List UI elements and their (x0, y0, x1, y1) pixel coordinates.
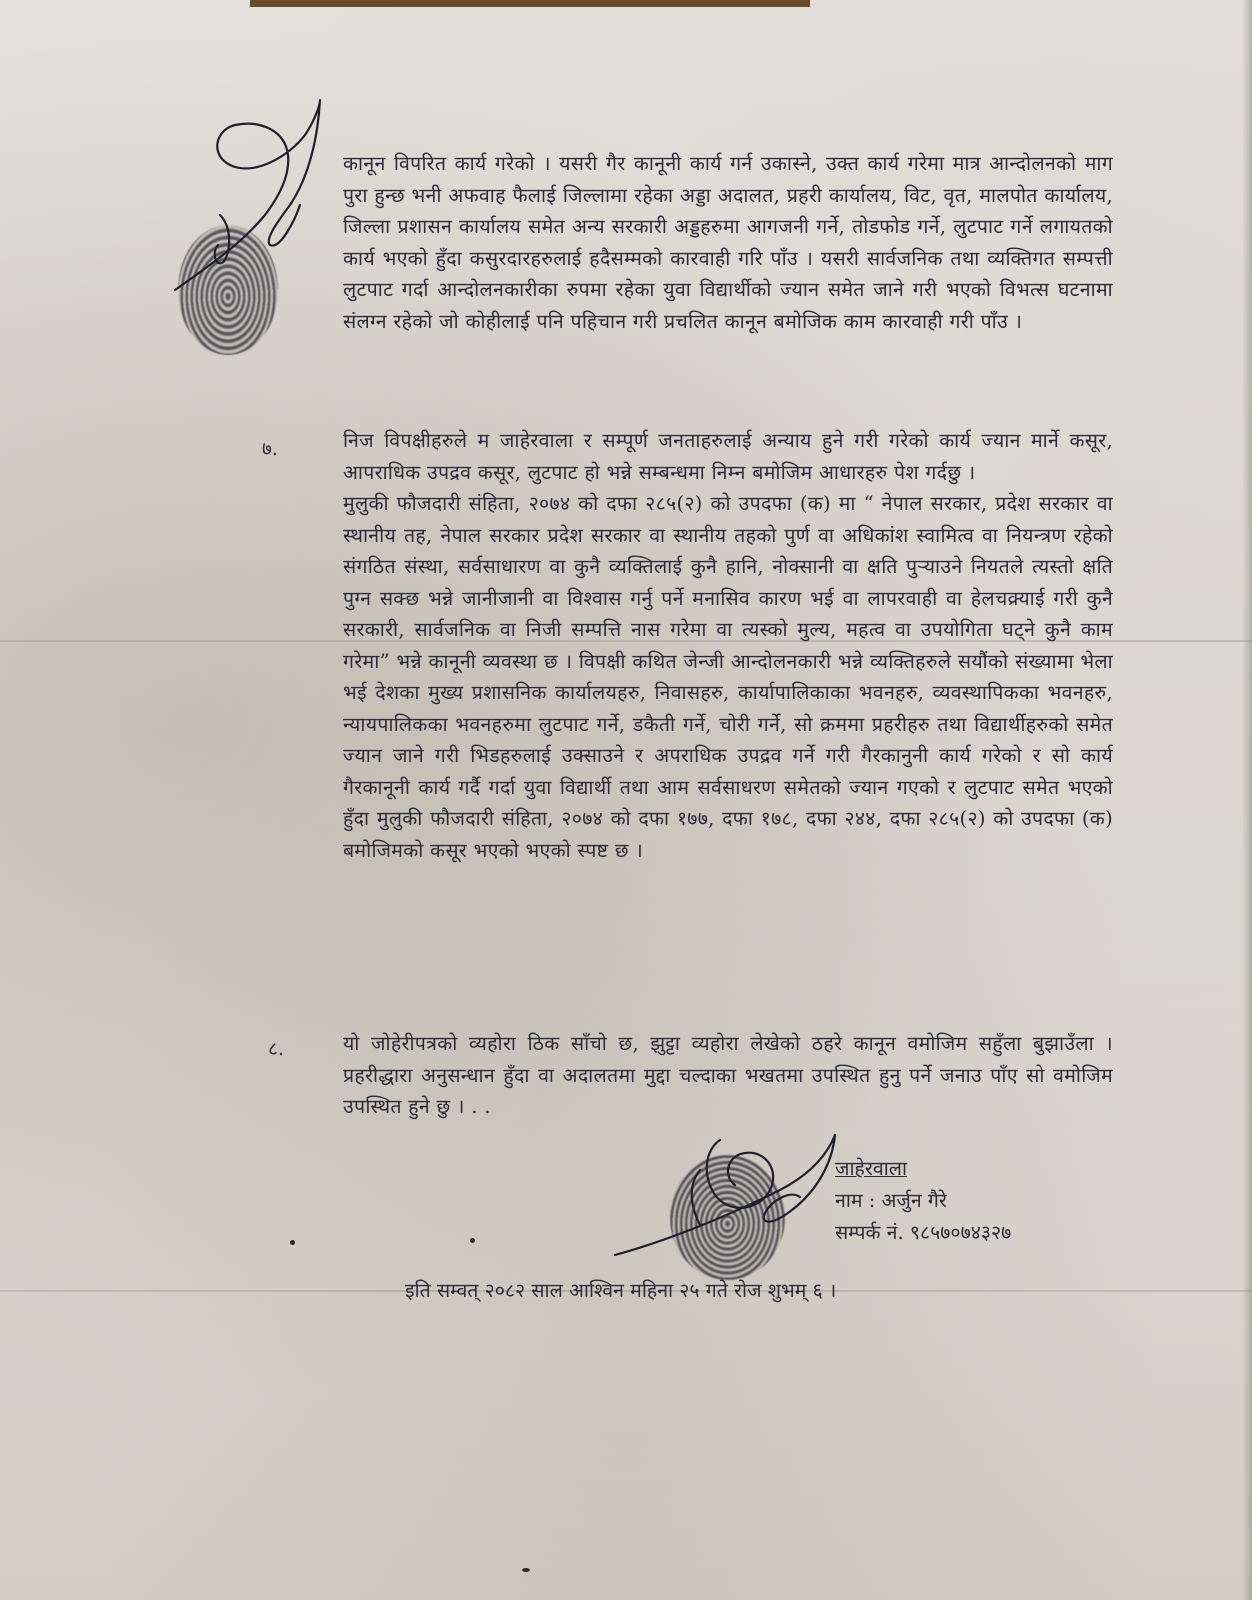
signature-top (170, 95, 340, 305)
paragraph-7-body: मुलुकी फौजदारी संहिता, २०७४ को दफा २८५(२) को उपदफा (क) मा “ नेपाल सरकार, प्रदेश सरकार वा स्थानीय तह, नेपाल सरकार प्रदेश सरकार वा स्थानीय तहको पुर्ण वा अधिकांश स्वामित्व वा नियन्त्रण रहेको संगठित संस्था, सर्वसाधारण वा कुनै व्यक्तिलाई कुनै हानि, नोक्सानी वा क्षति पुर्‍याउने नियतले त्यस्तो क्षति पुग्न सक्छ भन्ने जानीजानी वा विश्वास गर्नु पर्ने मनासिव कारण भई वा लापरवाही वा हेलचक्र्याई गरी कुनै सरकारी, सार्वजनिक वा निजी सम्पत्ति नास गरेमा वा त्यस्को मुल्य, महत्व वा उपयोगिता घट्ने कुनै काम गरेमा” भन्ने कानूनी व्यवस्था छ । विपक्षी कथित जेन्जी आन्दोलनकारी भन्ने व्यक्तिहरुले सयौंको संख्यामा भेला भई देशका मुख्य प्रशासनिक कार्यालयहरु, निवासहरु, कार्यापालिकाका भवनहरु, व्यवस्थापिकका भवनहरु, न्यायपालिकका भवनहरुमा लुटपाट गर्ने, डकैती गर्ने, चोरी गर्ने, सो क्रममा प्रहरीहरु तथा विद्यार्थीहरुको समेत ज्यान जाने गरी भिडहरुलाई उक्साउने र अपराधिक उपद्रव गर्ने गरी गैरकानुनी कार्य गरेको र सो कार्य गैरकानूनी कार्य गर्दै गर्दा युवा विद्यार्थी तथा आम सर्वसाधरण समेतको ज्यान गएको र लुटपाट समेत भएको हुँदा मुलुकी फौजदारी संहिता, २०७४ को दफा १७७, दफा १७८, दफा २४४, दफा २८५(२) को उपदफा (क) बमोजिमको कसूर भएको भएको स्पष्ट छ । (343, 492, 1113, 862)
paragraph-6-continued (343, 148, 1113, 337)
ink-speck (522, 1568, 530, 1572)
complainant-title: जाहेरवाला (835, 1157, 908, 1180)
paragraph-7 (343, 425, 1113, 866)
top-edge-strip (250, 0, 810, 7)
date-line: इति सम्वत् २०८२ साल आश्विन महिना २५ गते रोज शुभम् ६ । (405, 1279, 837, 1302)
signature-bottom (610, 1105, 850, 1265)
paragraph-number-8: ८. (268, 1038, 284, 1060)
complainant-name: नाम : अर्जुन गैरे (835, 1189, 947, 1212)
complainant-contact: सम्पर्क नं. ९८५७०७४३२७ (835, 1221, 1012, 1244)
paragraph-text: कानून विपरित कार्य गरेको । यसरी गैर कानूनी कार्य गर्न उकास्ने, उक्त कार्य गरेमा मात्र आन्दोलनको माग पुरा हुन्छ भनी अफवाह फैलाई जिल्लामा रहेका अड्डा अदालत, प्रहरी कार्यालय, विट, वृत, मालपोत कार्यालय, जिल्ला प्रशासन कार्यालय समेत अन्य सरकारी अड्डहरुमा आगजनी गर्ने, तोडफोड गर्ने, लुटपाट गर्ने लगायतको कार्य भएको हुँदा कसुरदारहरुलाई हदैसम्मको कारवाही गरि पाँउ । यसरी सार्वजनिक तथा व्यक्तिगत सम्पत्ती लुटपाट गर्दा आन्दोलनकारीका रुपमा रहेका युवा विद्यार्थीको ज्यान समेत जाने गरी भएको विभत्स घटनामा संलग्न रहेको जो कोहीलाई पनि पहिचान गरी प्रचलित कानून बमोजिक काम कारवाही गरी पाँउ । (343, 152, 1113, 333)
ink-speck (470, 1238, 475, 1243)
signature-block (835, 1153, 1011, 1249)
paragraph-8-text: यो जोहेरीपत्रको व्यहोरा ठिक साँचो छ, झुट्टा व्यहोरा लेखेको ठहरे कानून वमोजिम सहुँला बुझाउँला । प्रहरीद्धारा अनुसन्धान हुँदा वा अदालतमा मुद्दा चल्दाका भखतमा उपस्थित हुनु पर्ने जनाउ पाँए सो वमोजिम उपस्थित हुने छु । . . (343, 1032, 1113, 1118)
paragraph-number-7: ७. (262, 438, 278, 460)
ink-speck (290, 1240, 295, 1245)
paragraph-7-intro: निज विपक्षीहरुले म जाहेरवाला र सम्पूर्ण जनताहरुलाई अन्याय हुने गरी गरेको कार्य ज्यान मार्ने कसूर, आपराधिक उपद्रव कसूर, लुटपाट हो भन्ने सम्बन्धमा निम्न बमोजिम आधारहरु पेश गर्दछु । (343, 429, 1113, 484)
right-edge-shadow (1242, 0, 1252, 1600)
